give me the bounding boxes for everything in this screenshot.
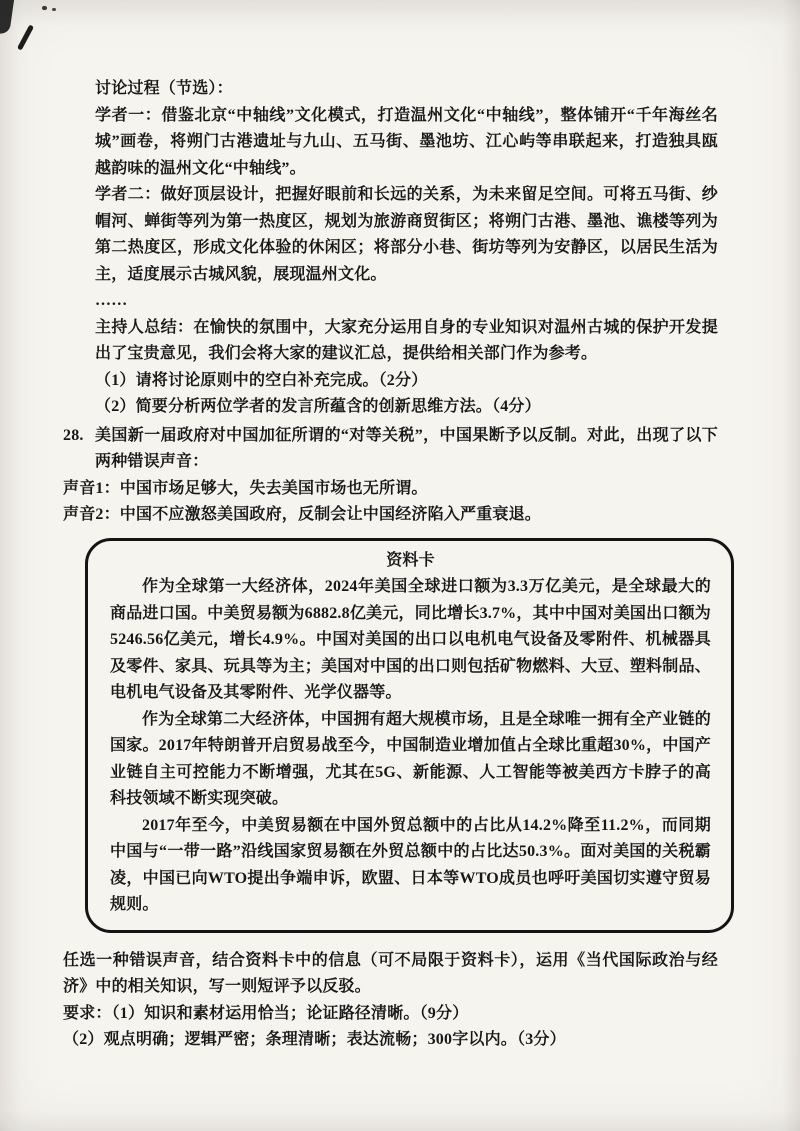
requirement-1: 要求：（1）知识和素材运用恰当；论证路径清晰。（9分） — [63, 1004, 469, 1022]
page-content — [63, 76, 718, 1054]
discussion-section — [95, 76, 718, 421]
ellipsis-line: …… — [95, 292, 128, 309]
info-card-paragraph-1: 作为全球第一大经济体，2024年美国全球进口额为3.3万亿美元，是全球最大的商品进口国。中美贸易额为6882.8亿美元，同比增长3.7%，其中中国对美国出口额为5246.56亿美元，增长4.9%。中国对美国的出口以电机电气设备及零附件、机械器具及零件、家具、玩具等为主；美国对中国的出口则包括矿物燃料、大豆、塑料制品、电机电气设备及其零附件、光学仪器等。 — [110, 578, 711, 701]
question-28 — [63, 423, 718, 476]
scan-artifact-corner — [0, 0, 15, 35]
info-card-paragraph-3: 2017年至今，中美贸易额在中国外贸总额中的占比从14.2%降至11.2%，而同期中国与“一带一路”沿线国家贸易额在外贸总额中的占比达50.3%。面对美国的关税霸凌，中国已向WTO提出争端申诉，欧盟、日本等WTO成员也呼吁美国切实遵守贸易规则。 — [110, 816, 711, 913]
scan-artifact-dot — [42, 6, 47, 10]
question-28-intro: 美国新一届政府对中国加征所谓的“对等关税”，中国果断予以反制。对此，出现了以下两种错误声音： — [95, 426, 718, 470]
question-number: 28. — [63, 426, 84, 444]
requirement-2: （2）观点明确；逻辑严密；条理清晰；表达流畅；300字以内。（3分） — [63, 1031, 566, 1048]
host-summary: 主持人总结：在愉快的氛围中，大家充分运用自身的专业知识对温州古城的保护开发提出了宝贵意见，我们会将大家的建议汇总，提供给相关部门作为参考。 — [95, 318, 718, 362]
wrong-voice-1: 声音1：中国市场足够大，失去美国市场也无所谓。 — [63, 479, 428, 497]
scholar2-statement: 学者二：做好顶层设计，把握好眼前和长远的关系，为未来留足空间。可将五马街、纱帽河、蝉街等列为第一热度区，规划为旅游商贸街区；将朔门古港、墨池、谯楼等列为第二热度区，形成文化体验的休闲区；将部分小巷、街坊等列为安静区，以居民生活为主，适度展示古城风貌，展现温州文化。 — [95, 186, 718, 283]
info-card-paragraph-2: 作为全球第二大经济体，中国拥有超大规模市场，且是全球唯一拥有全产业链的国家。2017年特朗普开启贸易战至今，中国制造业增加值占全球比重超30%，中国产业链自主可控能力不断增强，尤其在5G、新能源、人工智能等被美西方卡脖子的高科技领域不断实现突破。 — [110, 710, 711, 807]
task-instruction: 任选一种错误声音，结合资料卡中的信息（可不局限于资料卡），运用《当代国际政治与经济》中的相关知识，写一则短评予以反驳。 — [63, 951, 718, 995]
sub-question-1: （1）请将讨论原则中的空白补充完成。（2分） — [95, 371, 428, 389]
scan-artifact-dot — [52, 8, 56, 11]
scan-artifact-stroke — [17, 24, 34, 50]
sub-question-2: （2）简要分析两位学者的发言所蕴含的创新思维方法。（4分） — [95, 398, 541, 415]
info-card — [85, 538, 734, 933]
scholar1-statement: 学者一：借鉴北京“中轴线”文化模式，打造温州文化“中轴线”，整体铺开“千年海丝名城”画卷，将朔门古港遗址与九山、五马街、墨池坊、江心屿等串联起来，打造独具瓯越韵味的温州文化“中轴线”。 — [95, 106, 718, 177]
wrong-voice-2: 声音2：中国不应激怒美国政府，反制会让中国经济陷入严重衰退。 — [63, 506, 542, 523]
info-card-title: 资料卡 — [386, 551, 435, 569]
discussion-heading: 讨论过程（节选）： — [95, 80, 233, 97]
